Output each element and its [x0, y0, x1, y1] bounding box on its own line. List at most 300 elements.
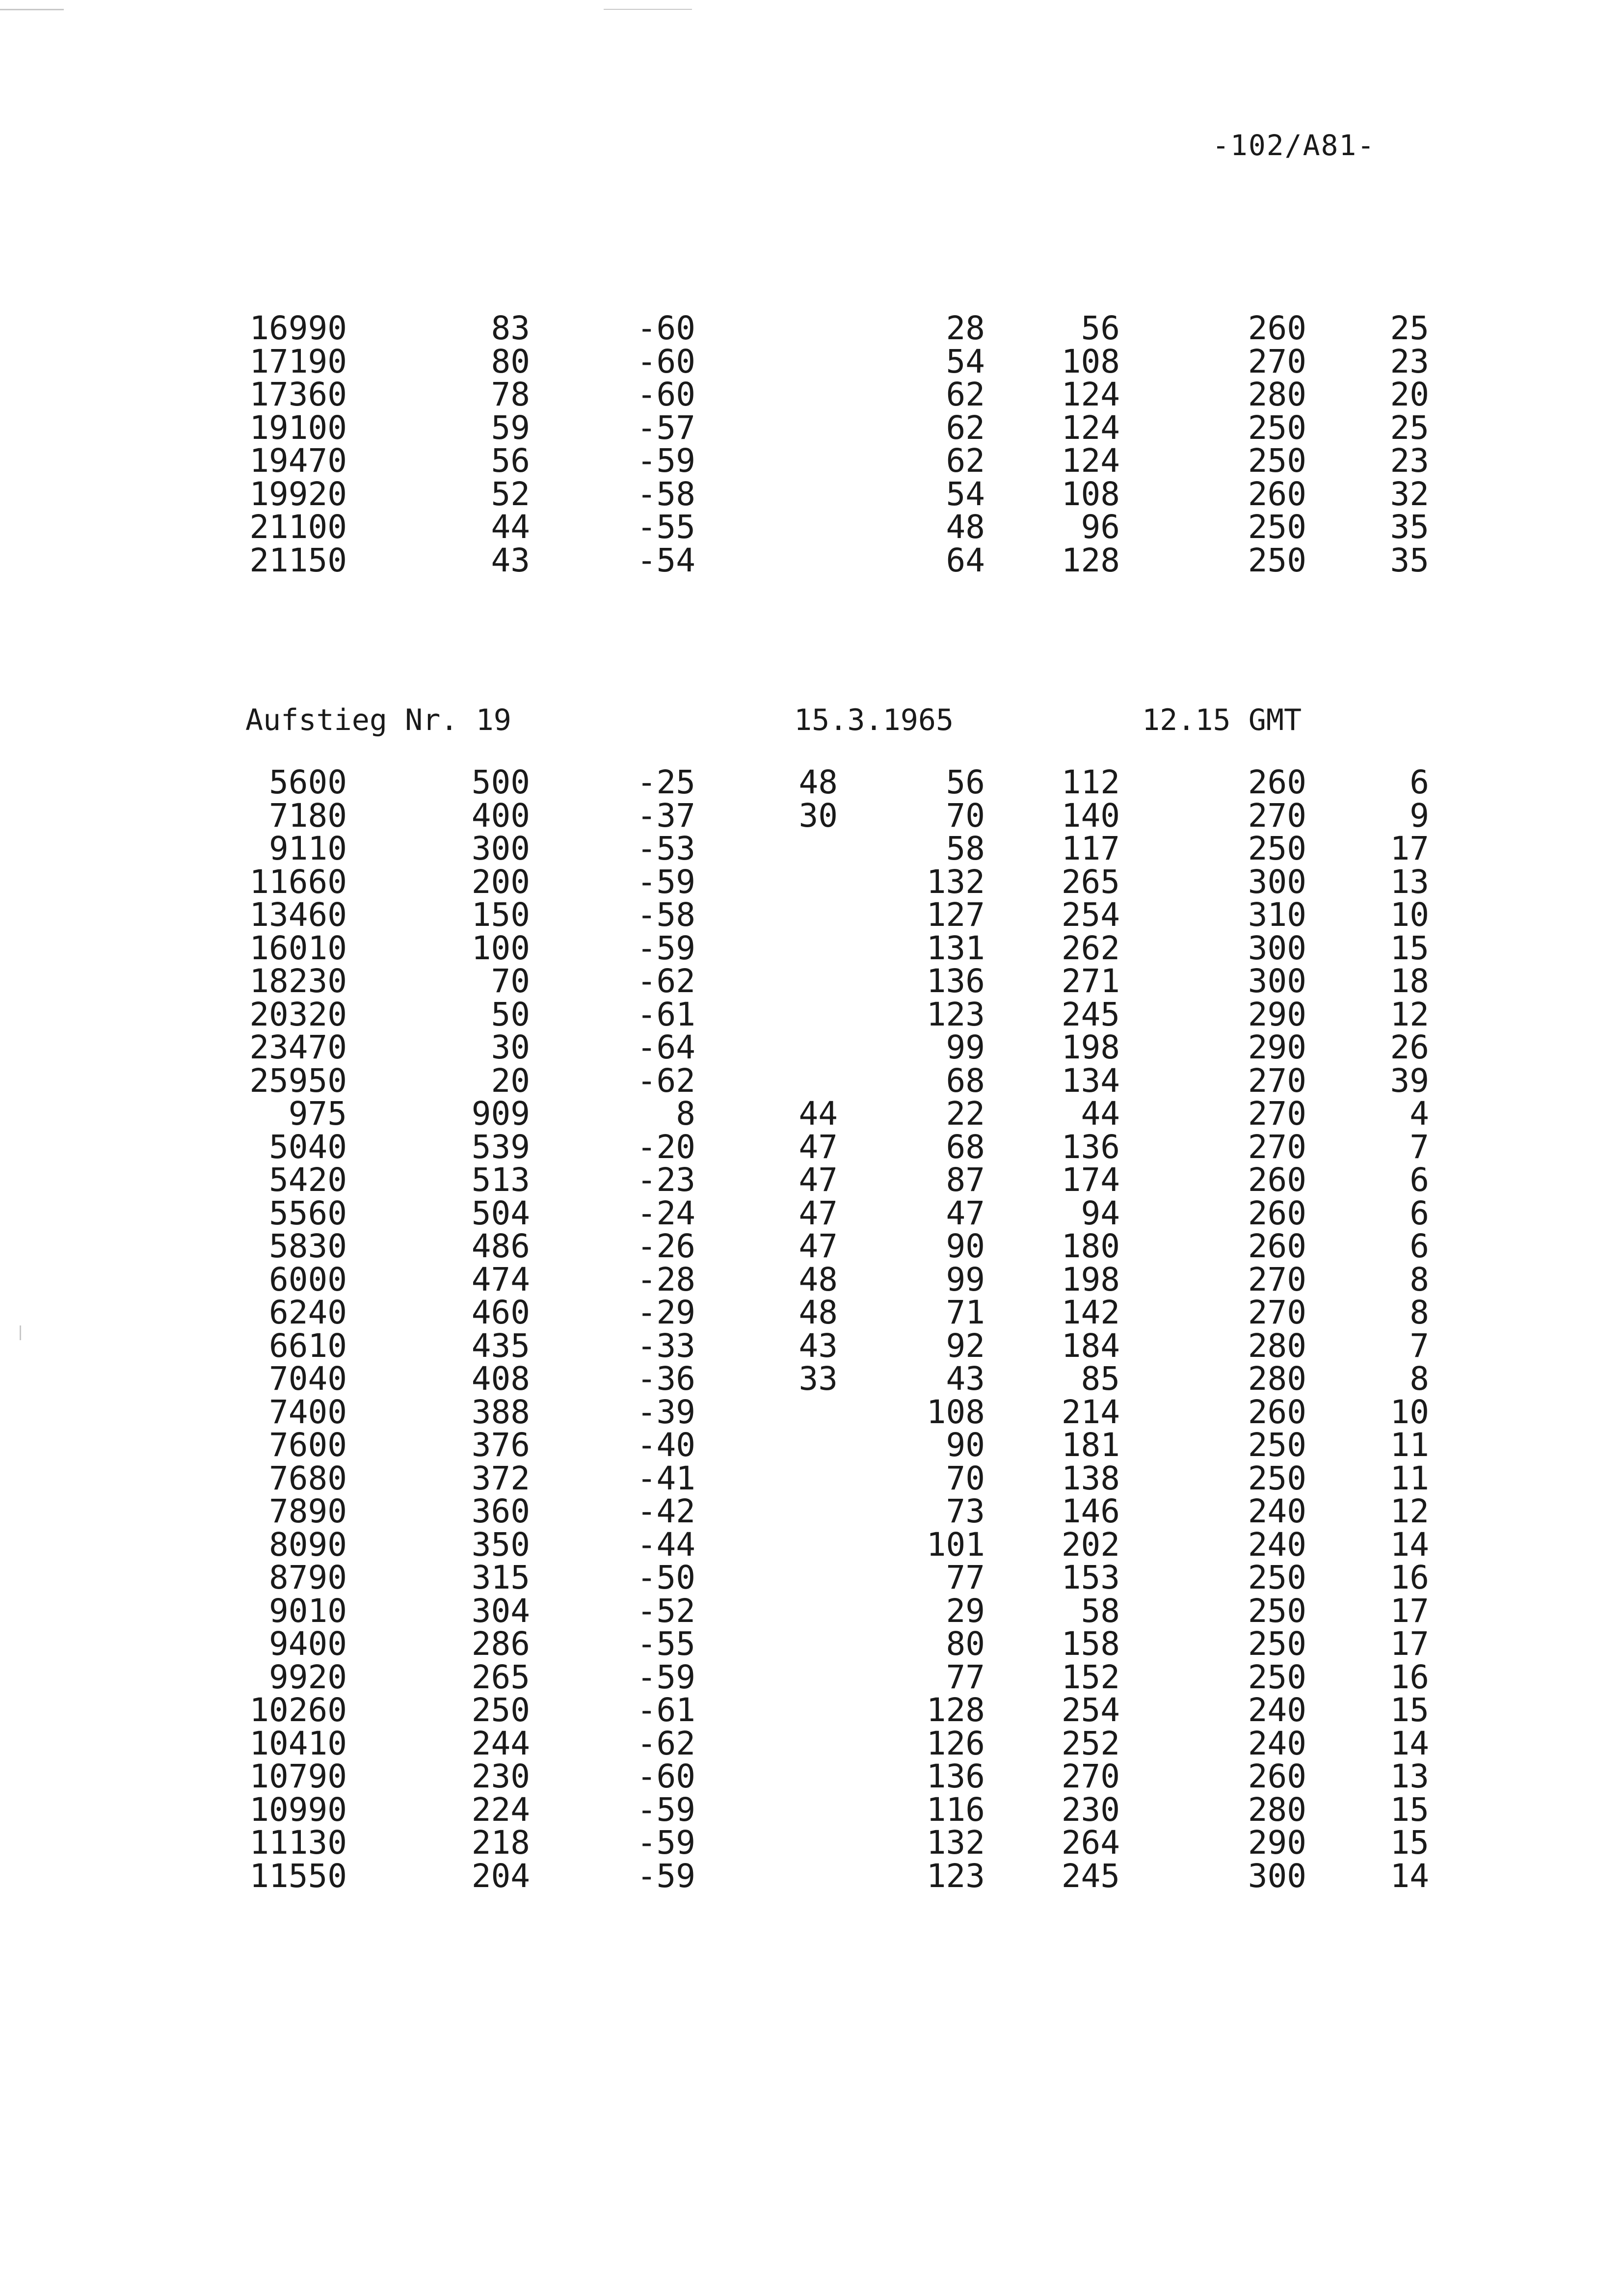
table-cell: 250: [1248, 1592, 1306, 1630]
table-cell: 101: [926, 1525, 985, 1564]
table-cell: -40: [637, 1426, 695, 1464]
table-cell: 184: [1061, 1326, 1120, 1365]
table-cell: 11: [1390, 1459, 1429, 1497]
table-cell: 14: [1390, 1525, 1429, 1564]
table-cell: 62: [946, 408, 985, 447]
scan-mark: [0, 9, 64, 10]
table-cell: 388: [471, 1393, 530, 1431]
table-row: [0, 1163, 1623, 1197]
data-table-2: [0, 763, 1623, 1895]
table-cell: 300: [1248, 962, 1306, 1000]
table-cell: 7180: [269, 796, 347, 835]
table-cell: 245: [1061, 995, 1120, 1033]
table-row: [0, 1525, 1623, 1564]
table-cell: -23: [637, 1161, 695, 1199]
table-cell: 71: [946, 1294, 985, 1331]
table-cell: 16010: [249, 929, 347, 967]
table-cell: 214: [1061, 1393, 1120, 1431]
table-cell: 180: [1061, 1227, 1120, 1265]
table-row: [0, 475, 1623, 513]
table-cell: 14: [1390, 1857, 1429, 1895]
table-cell: 117: [1061, 830, 1120, 867]
table-row: [0, 1658, 1623, 1696]
table-cell: -52: [637, 1592, 695, 1630]
table-row: [0, 995, 1623, 1033]
ascent-time: 12.15 GMT: [1142, 703, 1302, 737]
table-cell: 252: [1061, 1724, 1120, 1762]
table-cell: 8: [1410, 1260, 1429, 1298]
table-cell: 77: [946, 1658, 985, 1696]
table-cell: 200: [471, 863, 530, 901]
table-cell: 123: [926, 995, 985, 1033]
table-cell: 58: [1081, 1592, 1120, 1630]
table-cell: 124: [1061, 442, 1120, 480]
table-cell: 6: [1410, 1161, 1429, 1199]
table-row: [0, 1691, 1623, 1729]
table-cell: -60: [637, 1757, 695, 1795]
table-cell: 290: [1248, 1824, 1306, 1862]
table-cell: 17360: [249, 376, 347, 413]
table-cell: 78: [491, 376, 530, 413]
table-cell: 99: [946, 1260, 985, 1298]
table-cell: -59: [637, 1824, 695, 1862]
table-cell: 975: [288, 1095, 347, 1133]
table-cell: 56: [946, 763, 985, 801]
table-cell: 19920: [249, 475, 347, 513]
table-row: [0, 378, 1623, 411]
table-cell: 240: [1248, 1724, 1306, 1762]
table-cell: 250: [1248, 1459, 1306, 1497]
table-cell: -59: [637, 442, 695, 480]
table-cell: -41: [637, 1459, 695, 1497]
table-cell: -61: [637, 995, 695, 1033]
table-row: [0, 1459, 1623, 1497]
table-cell: 26: [1390, 1028, 1429, 1066]
table-cell: 73: [946, 1492, 985, 1530]
table-row: [0, 1757, 1623, 1795]
ascent-date: 15.3.1965: [794, 703, 954, 737]
table-cell: 539: [471, 1128, 530, 1166]
table-cell: 304: [471, 1592, 530, 1630]
table-cell: 12: [1390, 995, 1429, 1033]
table-cell: 77: [946, 1559, 985, 1596]
table-cell: -55: [637, 508, 695, 546]
table-cell: -59: [637, 863, 695, 901]
table-cell: 6240: [269, 1294, 347, 1331]
table-cell: 8: [1410, 1294, 1429, 1331]
table-cell: 48: [946, 508, 985, 546]
table-cell: 271: [1061, 962, 1120, 1000]
table-cell: 22: [946, 1095, 985, 1133]
table-cell: 6000: [269, 1260, 347, 1298]
table-cell: 10260: [249, 1691, 347, 1729]
table-cell: 80: [946, 1625, 985, 1663]
table-row: [0, 1097, 1623, 1131]
table-cell: 11550: [249, 1857, 347, 1895]
table-cell: 21150: [249, 541, 347, 579]
table-cell: 260: [1248, 1161, 1306, 1199]
table-cell: 54: [946, 475, 985, 513]
table-cell: 108: [1061, 475, 1120, 513]
table-cell: -24: [637, 1194, 695, 1232]
table-cell: 8790: [269, 1559, 347, 1596]
table-cell: 13: [1390, 1757, 1429, 1795]
table-cell: 16: [1390, 1559, 1429, 1596]
table-row: [0, 865, 1623, 899]
table-cell: 290: [1248, 1028, 1306, 1066]
table-cell: 202: [1061, 1525, 1120, 1564]
table-cell: 23470: [249, 1028, 347, 1066]
table-cell: 92: [946, 1326, 985, 1365]
table-cell: 8090: [269, 1525, 347, 1564]
table-cell: 250: [1248, 408, 1306, 447]
table-row: [0, 1227, 1623, 1265]
table-cell: 68: [946, 1061, 985, 1100]
table-cell: 15: [1390, 1691, 1429, 1729]
table-cell: 504: [471, 1194, 530, 1232]
table-cell: 30: [491, 1028, 530, 1066]
table-cell: 23: [1390, 342, 1429, 380]
table-cell: 20320: [249, 995, 347, 1033]
table-cell: 43: [798, 1326, 838, 1365]
table-cell: 486: [471, 1227, 530, 1265]
table-cell: 5560: [269, 1194, 347, 1232]
table-cell: -28: [637, 1260, 695, 1298]
table-cell: 59: [491, 408, 530, 447]
table-cell: 9400: [269, 1625, 347, 1663]
table-cell: 435: [471, 1326, 530, 1365]
table-cell: 372: [471, 1459, 530, 1497]
table-cell: 265: [471, 1658, 530, 1696]
table-cell: 47: [798, 1128, 838, 1166]
table-cell: 250: [1248, 1625, 1306, 1663]
table-cell: 174: [1061, 1161, 1120, 1199]
table-cell: 136: [926, 962, 985, 1000]
table-cell: 39: [1390, 1061, 1429, 1100]
table-cell: -26: [637, 1227, 695, 1265]
table-cell: 260: [1248, 1393, 1306, 1431]
table-cell: 94: [1081, 1194, 1120, 1232]
table-cell: 10410: [249, 1724, 347, 1762]
table-cell: 14: [1390, 1724, 1429, 1762]
table-cell: 8: [1410, 1360, 1429, 1398]
table-cell: 181: [1061, 1426, 1120, 1464]
table-cell: 108: [926, 1393, 985, 1431]
table-cell: 230: [471, 1757, 530, 1795]
table-cell: -36: [637, 1360, 695, 1398]
table-cell: -33: [637, 1326, 695, 1365]
table-cell: 123: [926, 1857, 985, 1895]
table-cell: 108: [1061, 342, 1120, 380]
table-cell: 474: [471, 1260, 530, 1298]
table-cell: 204: [471, 1857, 530, 1895]
table-cell: 35: [1390, 541, 1429, 579]
table-cell: 35: [1390, 508, 1429, 546]
table-row: [0, 1393, 1623, 1431]
table-cell: -62: [637, 962, 695, 1000]
table-cell: 11130: [249, 1824, 347, 1862]
ascent-title: Aufstieg Nr. 19: [245, 703, 511, 737]
table-cell: 96: [1081, 508, 1120, 546]
table-cell: -20: [637, 1128, 695, 1166]
table-cell: 138: [1061, 1459, 1120, 1497]
table-cell: 9010: [269, 1592, 347, 1630]
table-cell: -59: [637, 1857, 695, 1895]
table-cell: 270: [1248, 1128, 1306, 1166]
table-cell: 44: [491, 508, 530, 546]
table-row: [0, 929, 1623, 967]
table-cell: 264: [1061, 1824, 1120, 1862]
table-cell: 6610: [269, 1326, 347, 1365]
table-cell: 116: [926, 1790, 985, 1829]
table-cell: 126: [926, 1724, 985, 1762]
table-cell: 4: [1410, 1095, 1429, 1133]
table-cell: 124: [1061, 376, 1120, 413]
table-cell: 29: [946, 1592, 985, 1630]
table-cell: 7: [1410, 1326, 1429, 1365]
table-cell: 25950: [249, 1061, 347, 1100]
table-row: [0, 962, 1623, 1000]
table-cell: 300: [1248, 929, 1306, 967]
table-cell: 198: [1061, 1028, 1120, 1066]
table-cell: 132: [926, 863, 985, 901]
table-cell: 250: [1248, 830, 1306, 867]
table-cell: 25: [1390, 309, 1429, 347]
table-cell: 280: [1248, 1360, 1306, 1398]
table-cell: 240: [1248, 1492, 1306, 1530]
table-cell: -61: [637, 1691, 695, 1729]
table-cell: 376: [471, 1426, 530, 1464]
table-cell: 240: [1248, 1525, 1306, 1564]
table-cell: 360: [471, 1492, 530, 1530]
table-cell: -54: [637, 541, 695, 579]
table-cell: 20: [491, 1061, 530, 1100]
table-cell: 33: [798, 1360, 838, 1398]
table-row: [0, 763, 1623, 801]
table-cell: 47: [946, 1194, 985, 1232]
table-cell: 9920: [269, 1658, 347, 1696]
table-cell: 250: [471, 1691, 530, 1729]
table-row: [0, 1492, 1623, 1530]
table-cell: 245: [1061, 1857, 1120, 1895]
table-cell: -50: [637, 1559, 695, 1596]
table-row: [0, 1790, 1623, 1829]
table-cell: 7890: [269, 1492, 347, 1530]
table-row: [0, 1561, 1623, 1594]
table-cell: 87: [946, 1161, 985, 1199]
table-cell: 260: [1248, 763, 1306, 801]
table-cell: 32: [1390, 475, 1429, 513]
table-cell: 10990: [249, 1790, 347, 1829]
table-cell: 6: [1410, 1194, 1429, 1232]
table-cell: 30: [798, 796, 838, 835]
table-cell: 18230: [249, 962, 347, 1000]
table-cell: 44: [1081, 1095, 1120, 1133]
table-cell: 112: [1061, 763, 1120, 801]
table-cell: 28: [946, 309, 985, 347]
table-cell: -55: [637, 1625, 695, 1663]
table-row: [0, 796, 1623, 835]
table-cell: -59: [637, 1790, 695, 1829]
table-cell: 17: [1390, 1592, 1429, 1630]
table-cell: -37: [637, 796, 695, 835]
table-cell: 18: [1390, 962, 1429, 1000]
table-cell: 300: [1248, 863, 1306, 901]
table-cell: 15: [1390, 929, 1429, 967]
table-cell: 124: [1061, 408, 1120, 447]
table-cell: 25: [1390, 408, 1429, 447]
table-cell: 44: [798, 1095, 838, 1133]
table-cell: 20: [1390, 376, 1429, 413]
table-cell: 5600: [269, 763, 347, 801]
table-cell: 270: [1061, 1757, 1120, 1795]
table-cell: 198: [1061, 1260, 1120, 1298]
page-number: -102/A81-: [1212, 129, 1376, 162]
table-cell: 17: [1390, 1625, 1429, 1663]
table-cell: 100: [471, 929, 530, 967]
table-cell: 70: [946, 796, 985, 835]
table-row: [0, 1128, 1623, 1166]
table-cell: -60: [637, 309, 695, 347]
table-cell: 7680: [269, 1459, 347, 1497]
table-cell: 136: [1061, 1128, 1120, 1166]
table-cell: -53: [637, 830, 695, 867]
table-cell: 260: [1248, 475, 1306, 513]
table-cell: 6: [1410, 1227, 1429, 1265]
table-cell: 21100: [249, 508, 347, 546]
table-cell: -29: [637, 1294, 695, 1331]
table-cell: 230: [1061, 1790, 1120, 1829]
table-cell: 17190: [249, 342, 347, 380]
table-cell: 17: [1390, 830, 1429, 867]
table-row: [0, 1061, 1623, 1100]
table-cell: 280: [1248, 1326, 1306, 1365]
table-cell: -59: [637, 929, 695, 967]
table-cell: 265: [1061, 863, 1120, 901]
table-cell: -58: [637, 896, 695, 934]
table-cell: 7400: [269, 1393, 347, 1431]
table-row: [0, 444, 1623, 478]
table-row: [0, 1627, 1623, 1661]
table-cell: 48: [798, 1294, 838, 1331]
table-cell: 260: [1248, 309, 1306, 347]
table-cell: 270: [1248, 342, 1306, 380]
table-cell: 142: [1061, 1294, 1120, 1331]
table-cell: 218: [471, 1824, 530, 1862]
table-cell: 47: [798, 1227, 838, 1265]
table-cell: 280: [1248, 376, 1306, 413]
table-cell: 80: [491, 342, 530, 380]
table-cell: 128: [1061, 541, 1120, 579]
table-cell: 11: [1390, 1426, 1429, 1464]
table-cell: 400: [471, 796, 530, 835]
table-cell: 158: [1061, 1625, 1120, 1663]
table-cell: 83: [491, 309, 530, 347]
table-cell: 240: [1248, 1691, 1306, 1729]
table-cell: 134: [1061, 1061, 1120, 1100]
table-cell: 5040: [269, 1128, 347, 1166]
table-cell: 286: [471, 1625, 530, 1663]
table-cell: -44: [637, 1525, 695, 1564]
table-cell: -42: [637, 1492, 695, 1530]
table-cell: 43: [946, 1360, 985, 1398]
table-cell: 132: [926, 1824, 985, 1862]
table-cell: 7600: [269, 1426, 347, 1464]
table-cell: 64: [946, 541, 985, 579]
table-cell: 99: [946, 1028, 985, 1066]
table-cell: 7040: [269, 1360, 347, 1398]
table-cell: 128: [926, 1691, 985, 1729]
table-cell: 260: [1248, 1757, 1306, 1795]
table-row: [0, 1260, 1623, 1298]
table-cell: 56: [491, 442, 530, 480]
table-row: [0, 1296, 1623, 1329]
table-cell: 909: [471, 1095, 530, 1133]
table-cell: 90: [946, 1227, 985, 1265]
table-row: [0, 1426, 1623, 1464]
table-cell: 250: [1248, 1559, 1306, 1596]
table-row: [0, 1594, 1623, 1628]
table-cell: 23: [1390, 442, 1429, 480]
scan-mark: [604, 9, 692, 10]
table-cell: 62: [946, 442, 985, 480]
table-cell: 10: [1390, 1393, 1429, 1431]
table-cell: 250: [1248, 508, 1306, 546]
table-cell: 10: [1390, 896, 1429, 934]
table-cell: 54: [946, 342, 985, 380]
table-row: [0, 408, 1623, 447]
table-cell: 270: [1248, 1260, 1306, 1298]
table-cell: 460: [471, 1294, 530, 1331]
table-row: [0, 309, 1623, 347]
table-cell: 10790: [249, 1757, 347, 1795]
table-row: [0, 1028, 1623, 1066]
table-cell: 11660: [249, 863, 347, 901]
table-cell: 5830: [269, 1227, 347, 1265]
table-cell: 140: [1061, 796, 1120, 835]
data-table-1: [0, 309, 1623, 579]
table-cell: 300: [471, 830, 530, 867]
table-cell: 12: [1390, 1492, 1429, 1530]
table-cell: 70: [491, 962, 530, 1000]
table-cell: 408: [471, 1360, 530, 1398]
table-row: [0, 1724, 1623, 1762]
table-cell: 13: [1390, 863, 1429, 901]
table-cell: 19470: [249, 442, 347, 480]
table-cell: 7: [1410, 1128, 1429, 1166]
table-cell: -60: [637, 342, 695, 380]
table-cell: 48: [798, 763, 838, 801]
table-row: [0, 832, 1623, 865]
table-cell: 48: [798, 1260, 838, 1298]
table-cell: 58: [946, 830, 985, 867]
table-row: [0, 342, 1623, 380]
table-cell: 13460: [249, 896, 347, 934]
table-cell: 254: [1061, 1691, 1120, 1729]
table-cell: 131: [926, 929, 985, 967]
table-cell: 270: [1248, 1061, 1306, 1100]
table-cell: 152: [1061, 1658, 1120, 1696]
table-cell: 6: [1410, 763, 1429, 801]
table-row: [0, 1194, 1623, 1232]
table-cell: 350: [471, 1525, 530, 1564]
table-cell: -39: [637, 1393, 695, 1431]
table-cell: 16: [1390, 1658, 1429, 1696]
table-cell: 90: [946, 1426, 985, 1464]
table-cell: 254: [1061, 896, 1120, 934]
table-cell: 500: [471, 763, 530, 801]
table-cell: -62: [637, 1061, 695, 1100]
